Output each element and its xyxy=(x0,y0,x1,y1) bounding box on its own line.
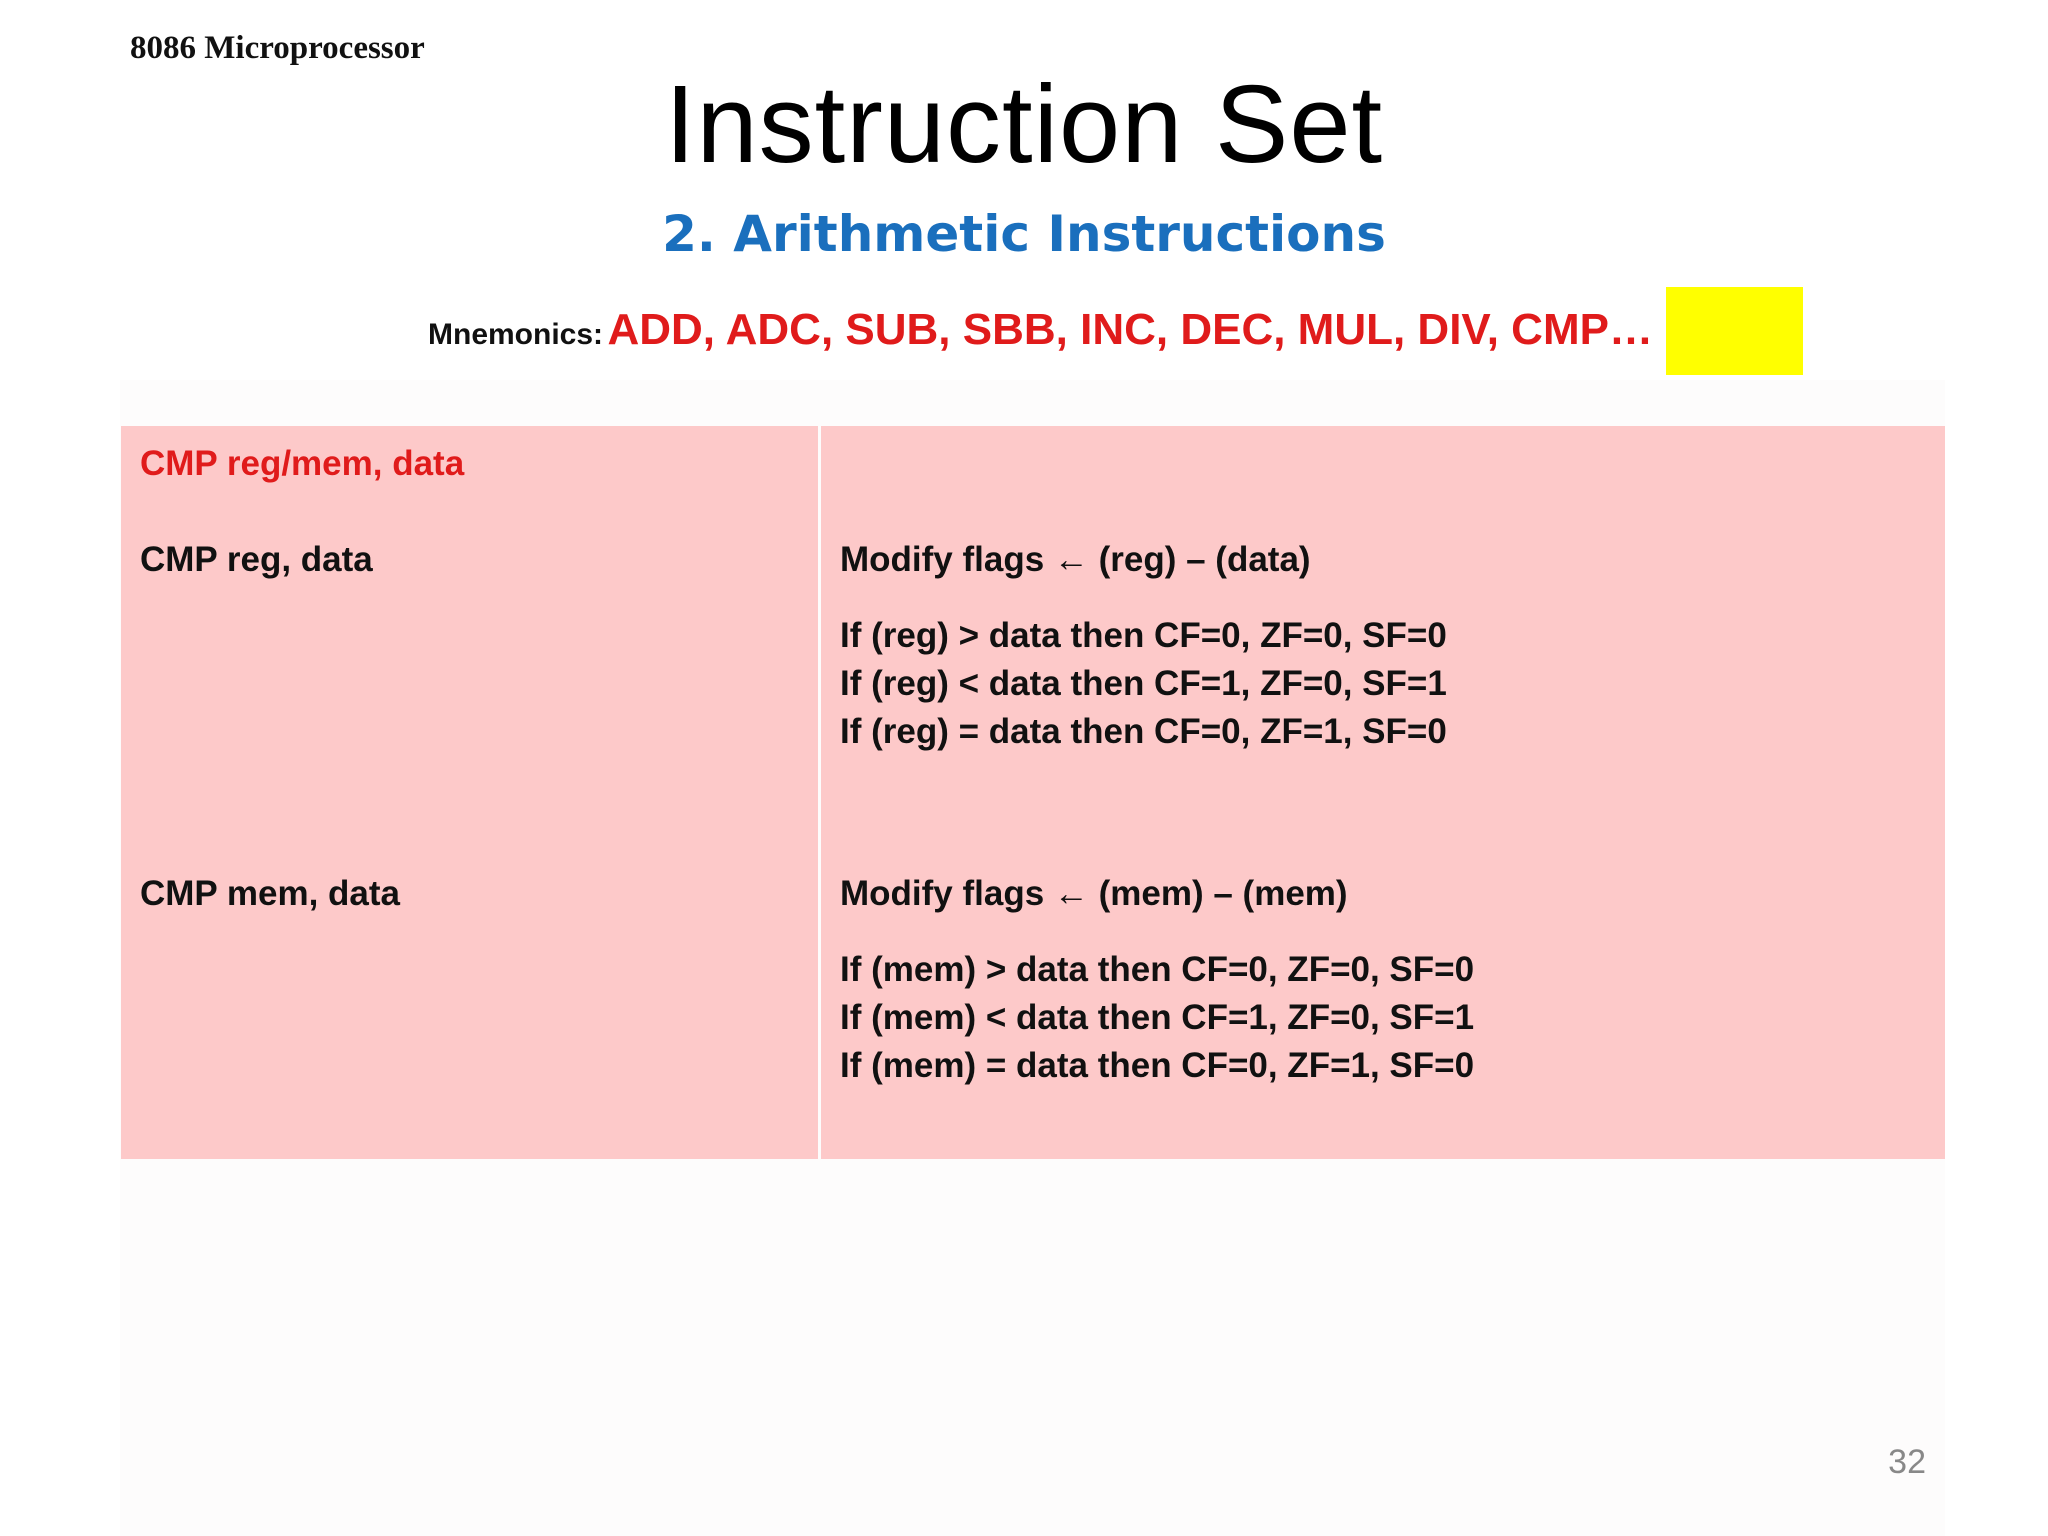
cmp-reg-instruction: CMP reg, data xyxy=(140,540,373,579)
slide-subtitle: 2. Arithmetic Instructions xyxy=(662,205,1386,263)
mnemonics-label: Mnemonics: xyxy=(428,318,604,351)
cmp-mem-operation: Modify flags ← (mem) – (mem) xyxy=(840,874,1348,913)
cmp-reg-condition-gt: If (reg) > data then CF=0, ZF=0, SF=0 xyxy=(840,616,1447,655)
instruction-column xyxy=(121,426,818,1159)
slide-title: Instruction Set xyxy=(664,63,1384,186)
cmp-mem-condition-lt: If (mem) < data then CF=1, ZF=0, SF=1 xyxy=(840,998,1475,1037)
course-label: 8086 Microprocessor xyxy=(130,30,425,66)
cmp-reg-operation: Modify flags ← (reg) – (data) xyxy=(840,540,1311,579)
page-number: 32 xyxy=(1888,1443,1926,1481)
mnemonics-list: ADD, ADC, SUB, SBB, INC, DEC, MUL, DIV, CMP… xyxy=(607,305,1653,354)
cmp-reg-condition-eq: If (reg) = data then CF=0, ZF=1, SF=0 xyxy=(840,712,1447,751)
yellow-highlight-box xyxy=(1666,287,1803,375)
cmp-mem-condition-gt: If (mem) > data then CF=0, ZF=0, SF=0 xyxy=(840,950,1475,989)
description-column xyxy=(821,426,1945,1159)
cmp-mem-condition-eq: If (mem) = data then CF=0, ZF=1, SF=0 xyxy=(840,1046,1475,1085)
table-heading: CMP reg/mem, data xyxy=(140,444,465,483)
cmp-mem-instruction: CMP mem, data xyxy=(140,874,400,913)
instruction-table xyxy=(121,426,1945,1159)
cmp-reg-condition-lt: If (reg) < data then CF=1, ZF=0, SF=1 xyxy=(840,664,1447,703)
mnemonics-line xyxy=(428,305,1653,355)
